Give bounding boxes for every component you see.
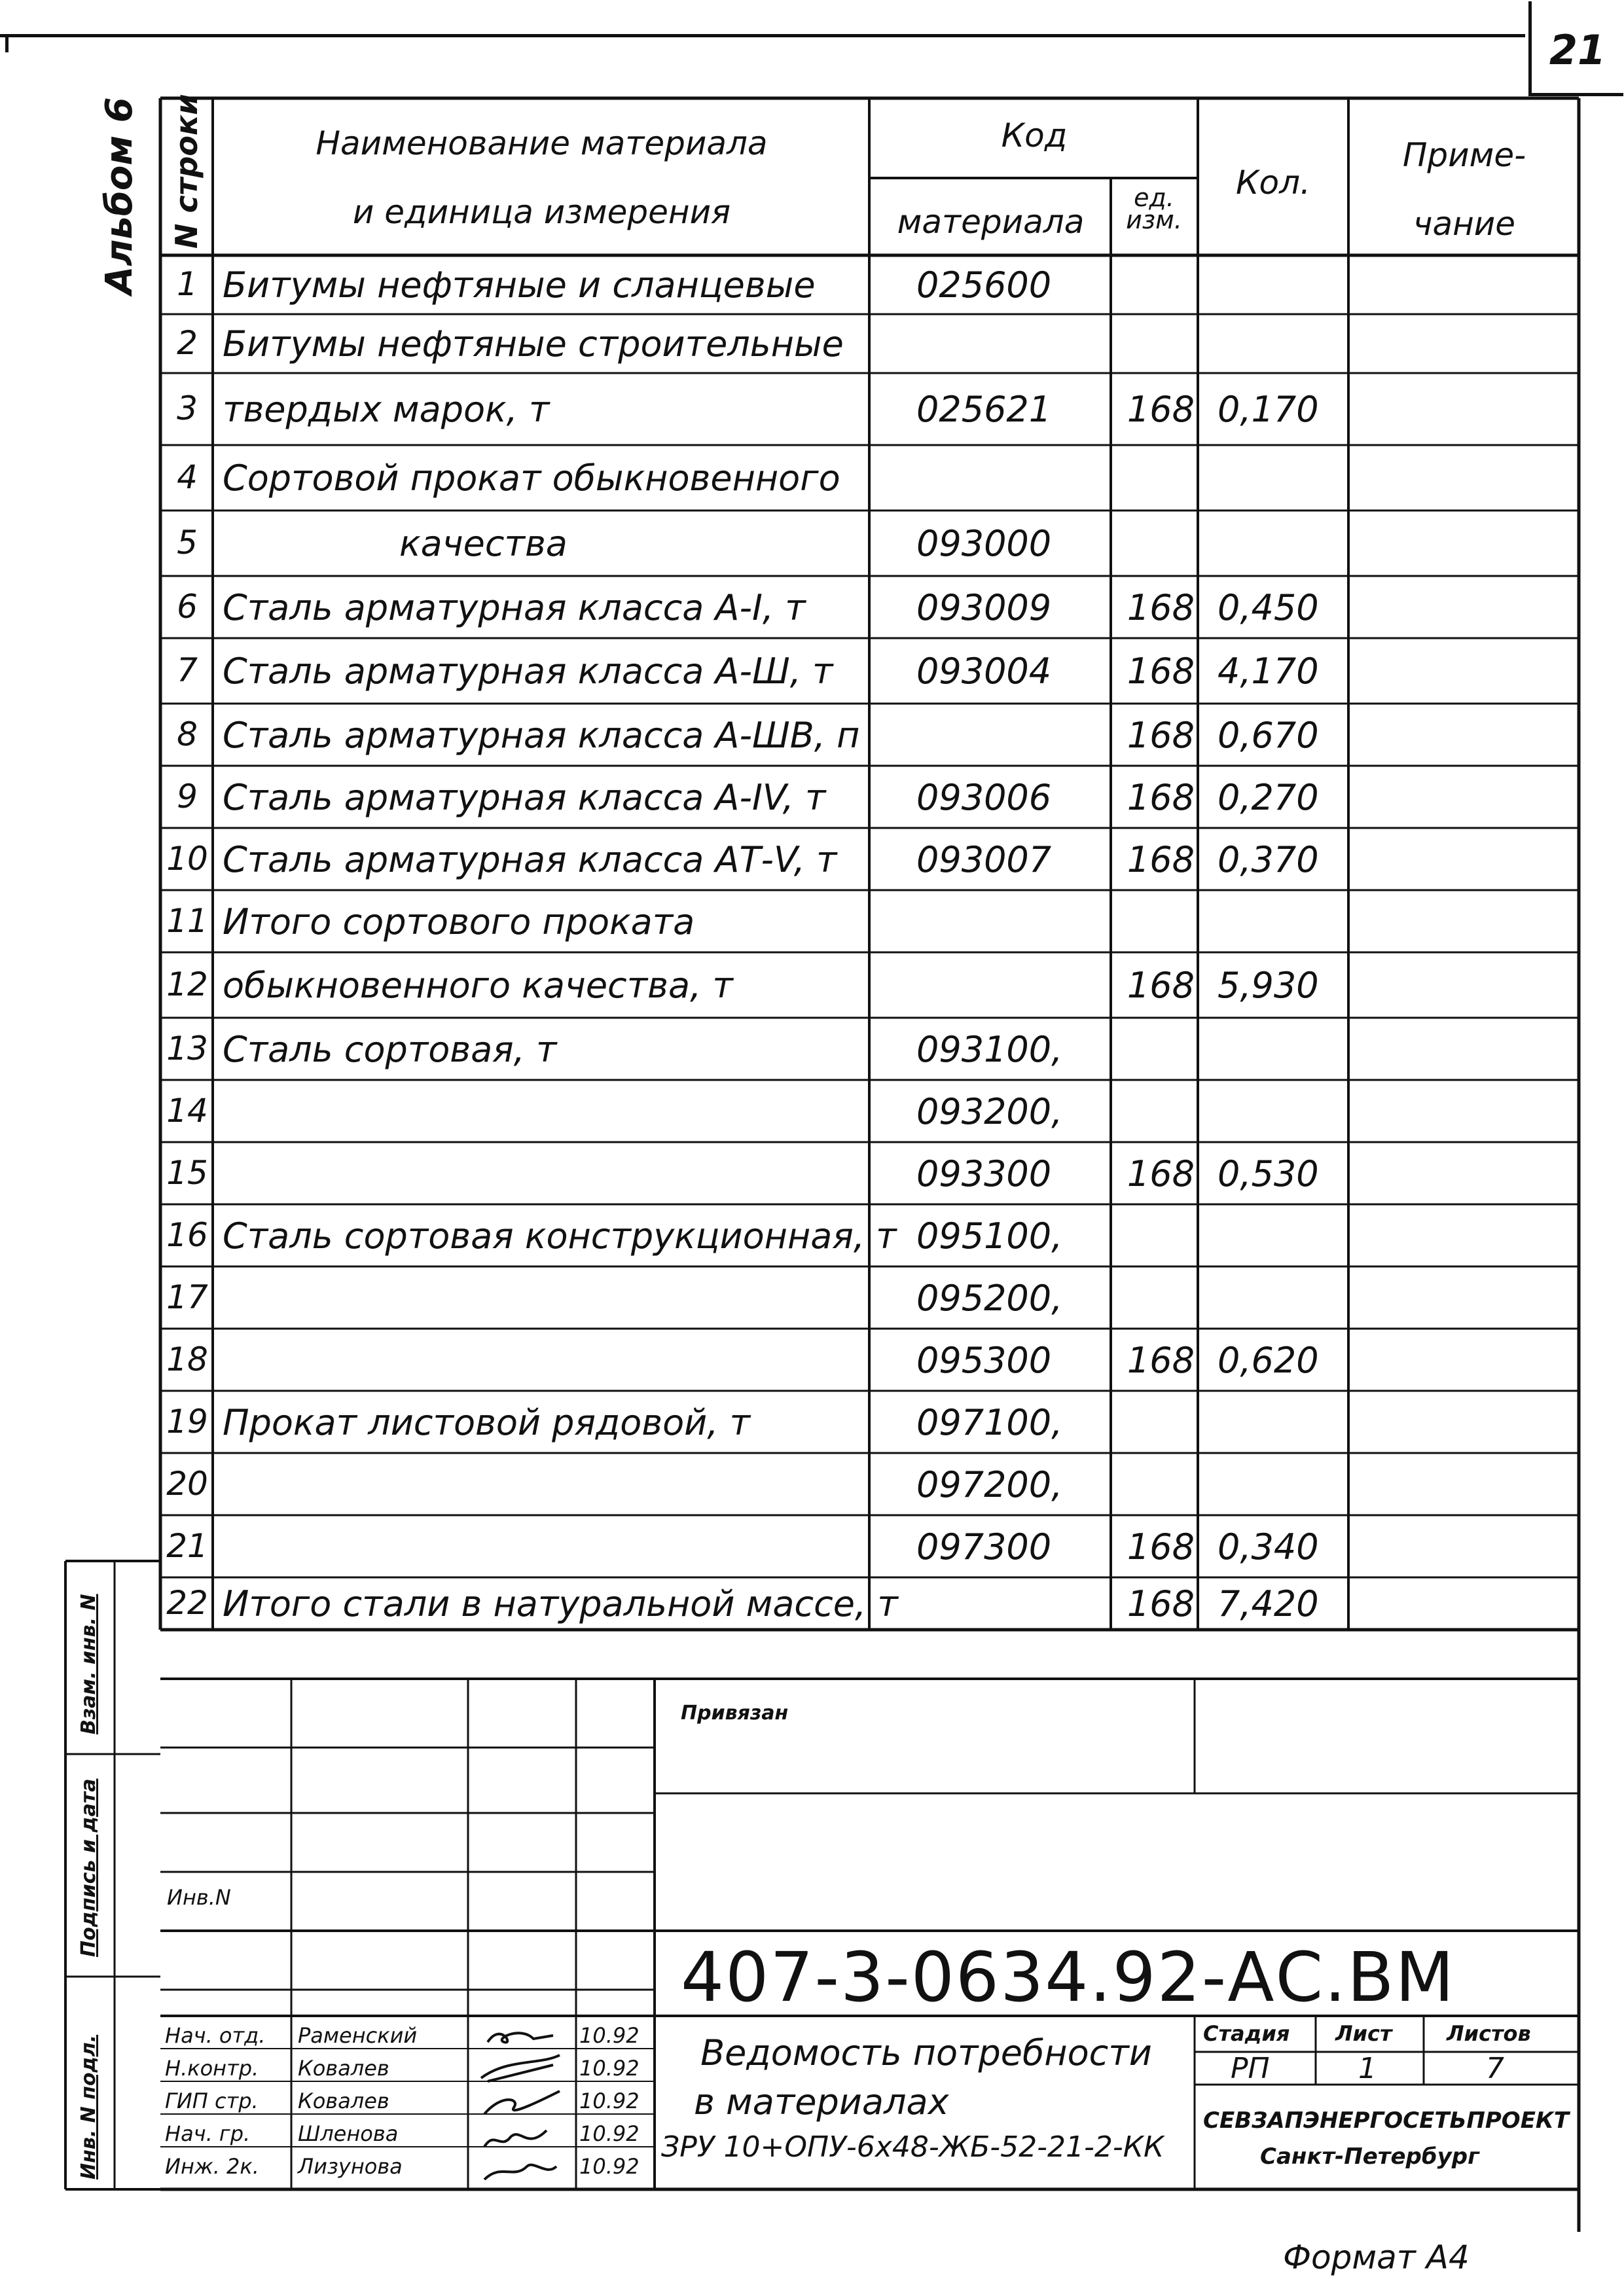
material-code: 095100, bbox=[916, 1215, 1063, 1257]
unit-code: 168 bbox=[1127, 1526, 1195, 1568]
header-qty: Кол. bbox=[1236, 164, 1310, 202]
row-number: 8 bbox=[177, 715, 198, 753]
row-number: 21 bbox=[166, 1526, 208, 1565]
signer-name: Шленова bbox=[298, 2121, 399, 2146]
sheet-label: Лист bbox=[1335, 2021, 1392, 2046]
header-row-number: N строки bbox=[169, 94, 204, 249]
row-number: 7 bbox=[177, 651, 198, 689]
title-line-1: Ведомость потребности bbox=[700, 2032, 1152, 2073]
stage-value: РП bbox=[1231, 2052, 1270, 2085]
signer-date: 10.92 bbox=[579, 2089, 640, 2113]
material-code: 097100, bbox=[916, 1401, 1063, 1443]
signer-role: Нач. отд. bbox=[165, 2023, 266, 2048]
quantity: 0,450 bbox=[1218, 586, 1319, 628]
signer-role: Н.контр. bbox=[165, 2056, 259, 2081]
row-number: 5 bbox=[177, 524, 198, 562]
organization-name: СЕВЗАПЭНЕРГОСЕТЬПРОЕКТ bbox=[1203, 2108, 1569, 2134]
material-code: 093000 bbox=[916, 523, 1052, 564]
inv-number-label: Инв.N bbox=[167, 1885, 231, 1910]
material-code: 093006 bbox=[916, 776, 1052, 818]
signer-name: Ковалев bbox=[298, 2089, 389, 2113]
unit-code: 168 bbox=[1127, 586, 1195, 628]
signer-date: 10.92 bbox=[579, 2023, 640, 2048]
material-code: 093200, bbox=[916, 1090, 1063, 1132]
format-label: Формат А4 bbox=[1283, 2238, 1470, 2276]
material-name: Сталь арматурная класса А-ШВ, п bbox=[223, 714, 860, 756]
sheet-number: 21 bbox=[1549, 26, 1606, 74]
quantity: 4,170 bbox=[1218, 651, 1319, 692]
side-label-vzam: Взам. инв. N bbox=[77, 1594, 100, 1734]
side-label-sign-date: Подпись и дата bbox=[77, 1778, 100, 1957]
organization-city: Санкт-Петербург bbox=[1260, 2144, 1479, 2170]
row-number: 22 bbox=[166, 1584, 208, 1622]
row-number: 15 bbox=[166, 1153, 208, 1192]
album-label: Альбом 6 bbox=[98, 97, 141, 295]
unit-code: 168 bbox=[1127, 776, 1195, 818]
row-number: 3 bbox=[177, 389, 198, 427]
privyazan-label: Привязан bbox=[681, 1702, 789, 1725]
header-note: Приме- чание bbox=[1402, 136, 1526, 243]
row-number: 14 bbox=[166, 1091, 208, 1130]
sheets-label: Листов bbox=[1447, 2021, 1531, 2046]
unit-code: 168 bbox=[1127, 389, 1195, 430]
row-number: 17 bbox=[166, 1278, 208, 1316]
unit-code: 168 bbox=[1127, 838, 1195, 880]
signer-role: Инж. 2к. bbox=[165, 2154, 259, 2179]
header-code-material: материала bbox=[897, 203, 1085, 241]
material-name: Прокат листовой рядовой, т bbox=[223, 1401, 751, 1443]
row-number: 9 bbox=[177, 777, 198, 816]
stage-label: Стадия bbox=[1203, 2021, 1290, 2046]
material-code: 097300 bbox=[916, 1526, 1052, 1568]
row-number: 1 bbox=[177, 265, 198, 303]
quantity: 0,670 bbox=[1218, 714, 1319, 756]
material-name: Итого сортового проката bbox=[223, 901, 695, 942]
header-name-line1: Наименование материала bbox=[316, 124, 768, 162]
document-code: 407-3-0634.92-АС.ВМ bbox=[681, 1937, 1456, 2017]
material-name: качества bbox=[399, 523, 568, 564]
title-line-3: ЗРУ 10+ОПУ-6х48-ЖБ-52-21-2-КК bbox=[661, 2130, 1164, 2164]
material-name: Сталь сортовая конструкционная, т bbox=[223, 1215, 897, 1257]
unit-code: 168 bbox=[1127, 714, 1195, 756]
row-number: 13 bbox=[166, 1029, 208, 1067]
signer-date: 10.92 bbox=[579, 2121, 640, 2146]
row-number: 16 bbox=[166, 1215, 208, 1254]
row-number: 4 bbox=[177, 458, 198, 496]
material-name: Битумы нефтяные строительные bbox=[223, 323, 844, 365]
material-code: 095200, bbox=[916, 1277, 1063, 1319]
material-code: 025600 bbox=[916, 264, 1052, 306]
quantity: 0,370 bbox=[1218, 838, 1319, 880]
header-name-line2: и единица измерения bbox=[352, 193, 731, 231]
material-name: Сталь арматурная класса АТ-V, т bbox=[223, 838, 837, 880]
quantity: 5,930 bbox=[1218, 965, 1319, 1006]
row-number: 11 bbox=[166, 901, 208, 940]
row-number: 19 bbox=[166, 1402, 208, 1441]
signer-name: Раменский bbox=[298, 2023, 418, 2048]
material-code: 093007 bbox=[916, 838, 1052, 880]
row-number: 18 bbox=[166, 1340, 208, 1378]
quantity: 0,270 bbox=[1218, 776, 1319, 818]
material-code: 097200, bbox=[916, 1463, 1063, 1505]
unit-code: 168 bbox=[1127, 1583, 1195, 1624]
signer-name: Лизунова bbox=[298, 2154, 403, 2179]
quantity: 0,170 bbox=[1218, 389, 1319, 430]
material-name: обыкновенного качества, т bbox=[223, 965, 733, 1006]
material-name: Сталь сортовая, т bbox=[223, 1028, 557, 1070]
signer-date: 10.92 bbox=[579, 2154, 640, 2179]
material-name: Сталь арматурная класса А-Ш, т bbox=[223, 651, 833, 692]
title-line-2: в материалах bbox=[694, 2081, 949, 2123]
material-code: 093100, bbox=[916, 1028, 1063, 1070]
sheet-value: 1 bbox=[1358, 2052, 1377, 2085]
signer-role: ГИП стр. bbox=[165, 2089, 259, 2113]
row-number: 20 bbox=[166, 1464, 208, 1503]
quantity: 0,340 bbox=[1218, 1526, 1319, 1568]
side-label-inv-orig: Инв. N подл. bbox=[77, 2034, 100, 2179]
material-code: 095300 bbox=[916, 1339, 1052, 1381]
material-name: Итого стали в натуральной массе, т bbox=[223, 1583, 898, 1624]
unit-code: 168 bbox=[1127, 1339, 1195, 1381]
material-name: Битумы нефтяные и сланцевые bbox=[223, 264, 816, 306]
material-code: 093009 bbox=[916, 586, 1052, 628]
header-code: Код bbox=[1001, 117, 1068, 154]
material-name: твердых марок, т bbox=[223, 389, 550, 430]
material-name: Сортовой прокат обыкновенного bbox=[223, 457, 840, 499]
unit-code: 168 bbox=[1127, 1153, 1195, 1194]
unit-code: 168 bbox=[1127, 651, 1195, 692]
row-number: 2 bbox=[177, 324, 198, 362]
unit-code: 168 bbox=[1127, 965, 1195, 1006]
sheets-value: 7 bbox=[1486, 2052, 1504, 2085]
quantity: 0,620 bbox=[1218, 1339, 1319, 1381]
row-number: 10 bbox=[166, 839, 208, 878]
signatures-graphic bbox=[475, 2019, 573, 2186]
row-number: 12 bbox=[166, 965, 208, 1003]
material-name: Сталь арматурная класса А-IV, т bbox=[223, 776, 826, 818]
material-name: Сталь арматурная класса А-I, т bbox=[223, 586, 806, 628]
quantity: 0,530 bbox=[1218, 1153, 1319, 1194]
signer-role: Нач. гр. bbox=[165, 2121, 251, 2146]
header-code-unit: ед. изм. bbox=[1126, 183, 1182, 234]
signer-name: Ковалев bbox=[298, 2056, 389, 2081]
signer-date: 10.92 bbox=[579, 2056, 640, 2081]
material-code: 093004 bbox=[916, 651, 1052, 692]
row-number: 6 bbox=[177, 587, 198, 626]
quantity: 7,420 bbox=[1218, 1583, 1319, 1624]
material-code: 093300 bbox=[916, 1153, 1052, 1194]
material-code: 025621 bbox=[916, 389, 1052, 430]
